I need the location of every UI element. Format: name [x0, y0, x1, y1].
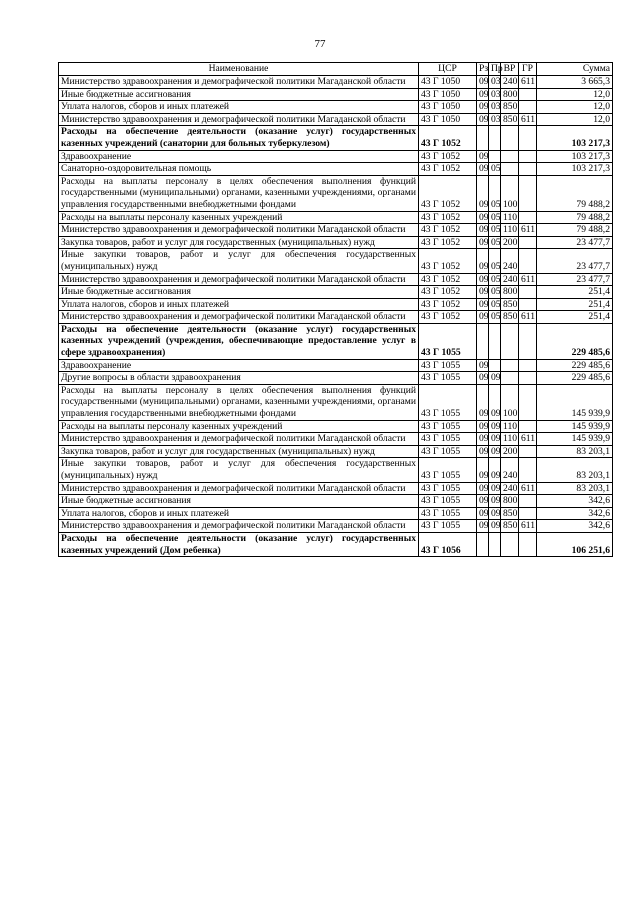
cell-gr: [519, 163, 537, 176]
cell-pr: 05: [489, 249, 501, 273]
cell-pr: [489, 150, 501, 163]
cell-vr: 200: [501, 236, 519, 249]
cell-gr: 611: [519, 433, 537, 446]
cell-pr: 09: [489, 495, 501, 508]
cell-name: Уплата налогов, сборов и иных платежей: [59, 101, 419, 114]
cell-csr: 43 Г 1055: [419, 520, 477, 533]
cell-sum: 12,0: [537, 113, 613, 126]
cell-name: Министерство здравоохранения и демографической политики Магаданской области: [59, 224, 419, 237]
cell-gr: 611: [519, 273, 537, 286]
cell-sum: 79 488,2: [537, 175, 613, 211]
cell-csr: 43 Г 1050: [419, 101, 477, 114]
cell-name: Расходы на обеспечение деятельности (оказание услуг) государственных казенных учреждений (Дом ребенка): [59, 532, 419, 556]
cell-name: Уплата налогов, сборов и иных платежей: [59, 507, 419, 520]
cell-gr: [519, 126, 537, 150]
cell-sum: 342,6: [537, 520, 613, 533]
cell-gr: [519, 420, 537, 433]
cell-name: Здравоохранение: [59, 150, 419, 163]
cell-rz: 09: [477, 224, 489, 237]
cell-csr: 43 Г 1055: [419, 420, 477, 433]
cell-sum: 23 477,7: [537, 273, 613, 286]
cell-rz: 09: [477, 113, 489, 126]
table-row: [59, 433, 613, 446]
cell-gr: [519, 372, 537, 385]
cell-pr: 05: [489, 286, 501, 299]
cell-rz: 09: [477, 286, 489, 299]
cell-pr: 09: [489, 520, 501, 533]
cell-vr: [501, 372, 519, 385]
cell-csr: 43 Г 1052: [419, 298, 477, 311]
cell-rz: 09: [477, 101, 489, 114]
cell-vr: 800: [501, 286, 519, 299]
cell-gr: [519, 495, 537, 508]
cell-rz: 09: [477, 359, 489, 372]
cell-gr: [519, 532, 537, 556]
cell-name: Расходы на выплаты персоналу в целях обеспечения выполнения функций государственными (муниципальными) органами, казенными учреждениями, органами управления государственными внебюджетными фондами: [59, 175, 419, 211]
cell-name: Санаторно-оздоровительная помощь: [59, 163, 419, 176]
cell-vr: 850: [501, 298, 519, 311]
cell-name: Иные бюджетные ассигнования: [59, 286, 419, 299]
table-row: [59, 113, 613, 126]
table-header-row: [59, 63, 613, 76]
cell-sum: 3 665,3: [537, 76, 613, 89]
cell-gr: [519, 175, 537, 211]
cell-vr: 850: [501, 113, 519, 126]
cell-pr: [489, 126, 501, 150]
cell-vr: 100: [501, 384, 519, 420]
cell-gr: [519, 88, 537, 101]
table-row: [59, 311, 613, 324]
cell-csr: 43 Г 1052: [419, 273, 477, 286]
table-row: [59, 482, 613, 495]
table-row: [59, 101, 613, 114]
cell-rz: [477, 323, 489, 359]
cell-name: Иные закупки товаров, работ и услуг для обеспечения государственных (муниципальных) нужд: [59, 249, 419, 273]
header-pr: Пр: [489, 63, 501, 76]
cell-csr: 43 Г 1055: [419, 384, 477, 420]
cell-rz: 09: [477, 236, 489, 249]
header-vr: ВР: [501, 63, 519, 76]
table-row-section: [59, 323, 613, 359]
cell-pr: 09: [489, 445, 501, 458]
cell-sum: 145 939,9: [537, 433, 613, 446]
cell-rz: [477, 532, 489, 556]
header-name: Наименование: [59, 63, 419, 76]
cell-name: Закупка товаров, работ и услуг для государственных (муниципальных) нужд: [59, 236, 419, 249]
table-row: [59, 286, 613, 299]
cell-csr: 43 Г 1055: [419, 359, 477, 372]
cell-sum: 229 485,6: [537, 359, 613, 372]
cell-vr: [501, 323, 519, 359]
cell-gr: [519, 249, 537, 273]
cell-vr: 800: [501, 495, 519, 508]
cell-sum: 145 939,9: [537, 384, 613, 420]
table-row: [59, 163, 613, 176]
cell-vr: [501, 163, 519, 176]
cell-vr: [501, 532, 519, 556]
table-row: [59, 458, 613, 482]
cell-name: Другие вопросы в области здравоохранения: [59, 372, 419, 385]
cell-gr: [519, 507, 537, 520]
cell-csr: 43 Г 1050: [419, 88, 477, 101]
cell-rz: 09: [477, 150, 489, 163]
cell-gr: [519, 211, 537, 224]
table-row: [59, 236, 613, 249]
cell-rz: 09: [477, 273, 489, 286]
cell-rz: 09: [477, 384, 489, 420]
cell-vr: 240: [501, 482, 519, 495]
cell-rz: 09: [477, 520, 489, 533]
cell-vr: 110: [501, 224, 519, 237]
cell-sum: 83 203,1: [537, 482, 613, 495]
cell-gr: [519, 298, 537, 311]
cell-name: Расходы на обеспечение деятельности (оказание услуг) государственных казенных учреждений (учреждения, обеспечивающие предоставление услуг в сфере здравоохранения): [59, 323, 419, 359]
cell-csr: 43 Г 1055: [419, 372, 477, 385]
cell-gr: [519, 101, 537, 114]
cell-name: Иные закупки товаров, работ и услуг для обеспечения государственных (муниципальных) нужд: [59, 458, 419, 482]
cell-csr: 43 Г 1050: [419, 76, 477, 89]
cell-sum: 103 217,3: [537, 150, 613, 163]
cell-vr: 110: [501, 420, 519, 433]
cell-name: Расходы на выплаты персоналу казенных учреждений: [59, 211, 419, 224]
cell-rz: 09: [477, 507, 489, 520]
cell-rz: 09: [477, 211, 489, 224]
cell-pr: [489, 323, 501, 359]
cell-pr: [489, 359, 501, 372]
table-body: [59, 76, 613, 557]
cell-sum: 23 477,7: [537, 236, 613, 249]
table-row: [59, 298, 613, 311]
cell-sum: 229 485,6: [537, 372, 613, 385]
cell-sum: 342,6: [537, 495, 613, 508]
cell-pr: 09: [489, 458, 501, 482]
cell-pr: 03: [489, 113, 501, 126]
cell-name: Расходы на выплаты персоналу в целях обеспечения выполнения функций государственными (муниципальными) органами, казенными учреждениями, органами управления государственными внебюджетными фондами: [59, 384, 419, 420]
table-row: [59, 150, 613, 163]
cell-csr: 43 Г 1050: [419, 113, 477, 126]
cell-name: Иные бюджетные ассигнования: [59, 495, 419, 508]
cell-rz: 09: [477, 175, 489, 211]
cell-pr: 09: [489, 372, 501, 385]
cell-gr: 611: [519, 113, 537, 126]
table-row: [59, 507, 613, 520]
cell-gr: [519, 384, 537, 420]
cell-name: Министерство здравоохранения и демографической политики Магаданской области: [59, 113, 419, 126]
cell-sum: 83 203,1: [537, 445, 613, 458]
cell-pr: 03: [489, 76, 501, 89]
cell-vr: 850: [501, 507, 519, 520]
cell-name: Закупка товаров, работ и услуг для государственных (муниципальных) нужд: [59, 445, 419, 458]
cell-csr: 43 Г 1052: [419, 286, 477, 299]
cell-name: Министерство здравоохранения и демографической политики Магаданской области: [59, 76, 419, 89]
cell-sum: 83 203,1: [537, 458, 613, 482]
cell-rz: [477, 126, 489, 150]
cell-vr: 850: [501, 520, 519, 533]
cell-vr: 240: [501, 76, 519, 89]
cell-rz: 09: [477, 76, 489, 89]
cell-pr: 05: [489, 224, 501, 237]
cell-vr: 110: [501, 211, 519, 224]
cell-sum: 12,0: [537, 88, 613, 101]
table-row: [59, 520, 613, 533]
cell-csr: 43 Г 1052: [419, 311, 477, 324]
page-number: 77: [314, 38, 326, 50]
cell-vr: [501, 150, 519, 163]
table-row: [59, 76, 613, 89]
header-sum: Сумма: [537, 63, 613, 76]
cell-pr: 05: [489, 175, 501, 211]
cell-csr: 43 Г 1055: [419, 482, 477, 495]
cell-csr: 43 Г 1052: [419, 150, 477, 163]
table-row: [59, 249, 613, 273]
header-csr: ЦСР: [419, 63, 477, 76]
cell-sum: 23 477,7: [537, 249, 613, 273]
table-row: [59, 445, 613, 458]
cell-sum: 79 488,2: [537, 224, 613, 237]
cell-rz: 09: [477, 458, 489, 482]
table-row: [59, 420, 613, 433]
cell-pr: 09: [489, 433, 501, 446]
cell-pr: 09: [489, 507, 501, 520]
cell-csr: 43 Г 1052: [419, 249, 477, 273]
cell-csr: 43 Г 1055: [419, 433, 477, 446]
cell-vr: 800: [501, 88, 519, 101]
table-row-section: [59, 532, 613, 556]
cell-vr: 100: [501, 175, 519, 211]
header-gr: ГР: [519, 63, 537, 76]
table-row: [59, 224, 613, 237]
cell-sum: 342,6: [537, 507, 613, 520]
cell-gr: [519, 286, 537, 299]
cell-pr: 09: [489, 420, 501, 433]
cell-pr: 03: [489, 88, 501, 101]
table-row: [59, 384, 613, 420]
cell-name: Министерство здравоохранения и демографической политики Магаданской области: [59, 482, 419, 495]
cell-vr: 850: [501, 101, 519, 114]
cell-gr: [519, 323, 537, 359]
cell-sum: 145 939,9: [537, 420, 613, 433]
cell-gr: [519, 458, 537, 482]
cell-sum: 12,0: [537, 101, 613, 114]
cell-name: Уплата налогов, сборов и иных платежей: [59, 298, 419, 311]
cell-vr: 240: [501, 249, 519, 273]
cell-name: Министерство здравоохранения и демографической политики Магаданской области: [59, 311, 419, 324]
cell-gr: [519, 236, 537, 249]
cell-csr: 43 Г 1055: [419, 495, 477, 508]
cell-name: Министерство здравоохранения и демографической политики Магаданской области: [59, 520, 419, 533]
cell-csr: 43 Г 1052: [419, 126, 477, 150]
cell-rz: 09: [477, 372, 489, 385]
cell-rz: 09: [477, 249, 489, 273]
table-row-section: [59, 126, 613, 150]
cell-pr: [489, 532, 501, 556]
cell-rz: 09: [477, 298, 489, 311]
table-row: [59, 359, 613, 372]
cell-name: Министерство здравоохранения и демографической политики Магаданской области: [59, 433, 419, 446]
cell-csr: 43 Г 1055: [419, 445, 477, 458]
cell-pr: 05: [489, 311, 501, 324]
cell-vr: 240: [501, 458, 519, 482]
cell-rz: 09: [477, 482, 489, 495]
table-row: [59, 495, 613, 508]
cell-name: Расходы на выплаты персоналу казенных учреждений: [59, 420, 419, 433]
cell-gr: 611: [519, 482, 537, 495]
cell-sum: 79 488,2: [537, 211, 613, 224]
cell-gr: [519, 359, 537, 372]
cell-csr: 43 Г 1052: [419, 163, 477, 176]
cell-vr: 110: [501, 433, 519, 446]
cell-vr: 850: [501, 311, 519, 324]
table-row: [59, 88, 613, 101]
cell-pr: 03: [489, 101, 501, 114]
cell-rz: 09: [477, 420, 489, 433]
cell-vr: 240: [501, 273, 519, 286]
cell-pr: 05: [489, 163, 501, 176]
cell-gr: 611: [519, 224, 537, 237]
cell-rz: 09: [477, 311, 489, 324]
cell-pr: 09: [489, 482, 501, 495]
table-row: [59, 372, 613, 385]
table-row: [59, 211, 613, 224]
cell-name: Иные бюджетные ассигнования: [59, 88, 419, 101]
cell-gr: [519, 150, 537, 163]
cell-sum: 106 251,6: [537, 532, 613, 556]
cell-name: Расходы на обеспечение деятельности (оказание услуг) государственных казенных учреждений (санатории для больных туберкулезом): [59, 126, 419, 150]
cell-csr: 43 Г 1052: [419, 175, 477, 211]
cell-name: Министерство здравоохранения и демографической политики Магаданской области: [59, 273, 419, 286]
cell-csr: 43 Г 1056: [419, 532, 477, 556]
cell-pr: 05: [489, 273, 501, 286]
cell-name: Здравоохранение: [59, 359, 419, 372]
cell-gr: [519, 445, 537, 458]
cell-gr: 611: [519, 311, 537, 324]
cell-pr: 05: [489, 211, 501, 224]
cell-rz: 09: [477, 445, 489, 458]
cell-rz: 09: [477, 495, 489, 508]
table-row: [59, 175, 613, 211]
table-row: [59, 273, 613, 286]
cell-rz: 09: [477, 163, 489, 176]
cell-sum: 229 485,6: [537, 323, 613, 359]
cell-csr: 43 Г 1052: [419, 211, 477, 224]
cell-csr: 43 Г 1052: [419, 236, 477, 249]
cell-vr: [501, 126, 519, 150]
cell-sum: 103 217,3: [537, 163, 613, 176]
cell-vr: 200: [501, 445, 519, 458]
cell-rz: 09: [477, 433, 489, 446]
budget-table: [58, 62, 613, 557]
cell-sum: 251,4: [537, 298, 613, 311]
cell-csr: 43 Г 1055: [419, 458, 477, 482]
cell-sum: 103 217,3: [537, 126, 613, 150]
cell-rz: 09: [477, 88, 489, 101]
header-rz: Рз: [477, 63, 489, 76]
cell-csr: 43 Г 1055: [419, 507, 477, 520]
cell-gr: 611: [519, 76, 537, 89]
cell-csr: 43 Г 1052: [419, 224, 477, 237]
cell-sum: 251,4: [537, 286, 613, 299]
cell-pr: 09: [489, 384, 501, 420]
cell-pr: 05: [489, 298, 501, 311]
cell-gr: 611: [519, 520, 537, 533]
cell-sum: 251,4: [537, 311, 613, 324]
cell-csr: 43 Г 1055: [419, 323, 477, 359]
cell-vr: [501, 359, 519, 372]
cell-pr: 05: [489, 236, 501, 249]
